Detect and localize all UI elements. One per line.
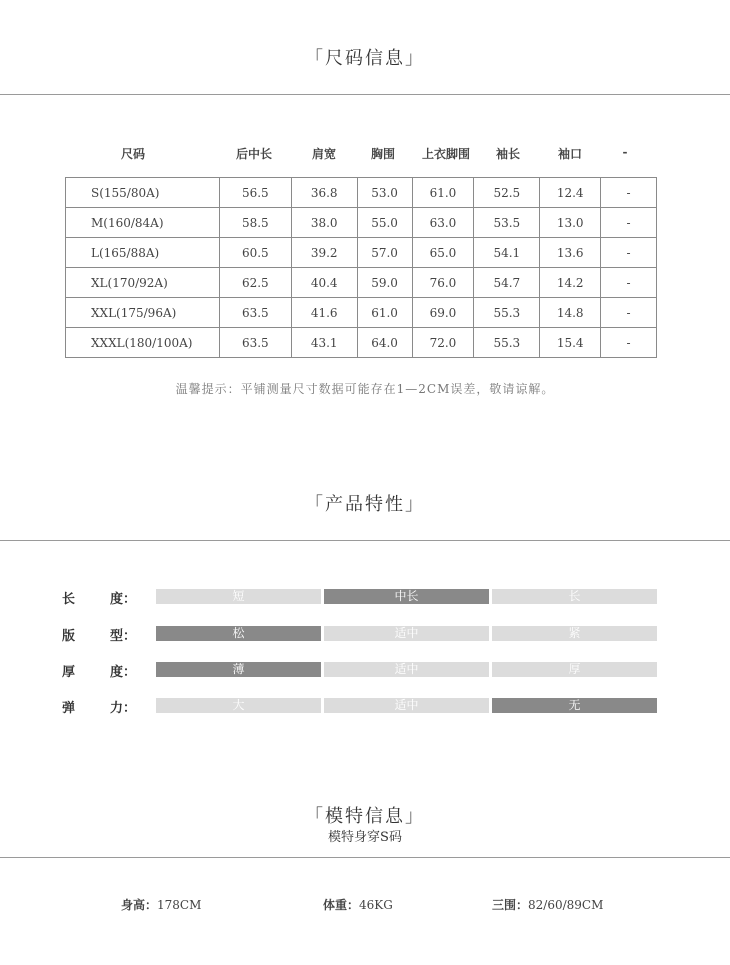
- header-chest: 胸围: [370, 147, 396, 161]
- model-measurements-value: 82/60/89CM: [528, 898, 604, 912]
- measure-cell: 13.0: [540, 208, 601, 238]
- measure-cell: 64.0: [357, 328, 412, 358]
- measure-cell: 55.3: [474, 328, 540, 358]
- header-hem: 上衣脚围: [421, 147, 471, 161]
- feature-option-bar: 大: [156, 698, 321, 713]
- table-row: [66, 238, 657, 268]
- divider: [0, 857, 730, 858]
- model-measurements: [492, 896, 603, 913]
- model-weight-value: 46KG: [359, 898, 393, 912]
- feature-option-bar: 适中: [324, 662, 489, 677]
- measure-cell: -: [601, 178, 657, 208]
- size-cell: S(155/80A): [66, 178, 220, 208]
- measure-cell: 41.6: [291, 298, 357, 328]
- measure-cell: 53.5: [474, 208, 540, 238]
- feature-option-bar: 紧: [492, 626, 657, 641]
- measure-cell: 12.4: [540, 178, 601, 208]
- size-cell: XXL(175/96A): [66, 298, 220, 328]
- table-row: [66, 268, 657, 298]
- feature-option-bar: 长: [492, 589, 657, 604]
- table-row: [66, 208, 657, 238]
- feature-label-char: 型：: [110, 629, 137, 644]
- size-table: [65, 177, 657, 358]
- feature-option-bar: 适中: [324, 698, 489, 713]
- header-size: 尺码: [120, 147, 146, 161]
- measure-cell: 60.5: [219, 238, 291, 268]
- model-height: [121, 896, 201, 913]
- divider: [0, 540, 730, 541]
- model-weight: [323, 896, 393, 913]
- model-subtitle: 模特身穿S码: [328, 830, 402, 845]
- measure-cell: 55.0: [357, 208, 412, 238]
- measure-cell: -: [601, 208, 657, 238]
- table-row: [66, 178, 657, 208]
- size-cell: XL(170/92A): [66, 268, 220, 298]
- measure-cell: 39.2: [291, 238, 357, 268]
- feature-label-char: 厚: [62, 665, 76, 680]
- model-height-value: 178CM: [157, 898, 202, 912]
- measure-cell: 40.4: [291, 268, 357, 298]
- feature-row: [0, 626, 730, 642]
- model-section-title: 「模特信息」: [305, 806, 425, 827]
- measure-cell: 13.6: [540, 238, 601, 268]
- measure-cell: 38.0: [291, 208, 357, 238]
- size-cell: XXXL(180/100A): [66, 328, 220, 358]
- measure-cell: 36.8: [291, 178, 357, 208]
- header-blank: -: [622, 145, 628, 159]
- measure-cell: 57.0: [357, 238, 412, 268]
- measure-cell: 14.8: [540, 298, 601, 328]
- measure-cell: 65.0: [412, 238, 474, 268]
- header-cuff: 袖口: [557, 147, 583, 161]
- measure-cell: 72.0: [412, 328, 474, 358]
- measure-cell: 43.1: [291, 328, 357, 358]
- feature-section-title: 「产品特性」: [305, 494, 425, 515]
- model-height-label: 身高：: [121, 898, 158, 912]
- feature-label-char: 力：: [110, 701, 137, 716]
- feature-option-bar: 厚: [492, 662, 657, 677]
- header-back-length: 后中长: [235, 147, 273, 161]
- header-sleeve-length: 袖长: [495, 147, 521, 161]
- feature-option-bar: 无: [492, 698, 657, 713]
- measure-cell: 59.0: [357, 268, 412, 298]
- size-table-header: [0, 145, 730, 163]
- model-weight-label: 体重：: [323, 898, 360, 912]
- measure-cell: 69.0: [412, 298, 474, 328]
- table-row: [66, 328, 657, 358]
- divider: [0, 94, 730, 95]
- feature-row: [0, 662, 730, 678]
- measure-cell: 63.5: [219, 328, 291, 358]
- size-cell: L(165/88A): [66, 238, 220, 268]
- measure-cell: 52.5: [474, 178, 540, 208]
- feature-option-bar: 松: [156, 626, 321, 641]
- measure-cell: 53.0: [357, 178, 412, 208]
- table-row: [66, 298, 657, 328]
- feature-row: [0, 589, 730, 605]
- feature-label-char: 长: [62, 592, 76, 607]
- measure-cell: 15.4: [540, 328, 601, 358]
- measure-cell: 56.5: [219, 178, 291, 208]
- feature-option-bar: 适中: [324, 626, 489, 641]
- feature-option-bar: 中长: [324, 589, 489, 604]
- measure-cell: 63.0: [412, 208, 474, 238]
- measure-cell: -: [601, 328, 657, 358]
- feature-label-char: 度：: [110, 592, 137, 607]
- size-cell: M(160/84A): [66, 208, 220, 238]
- feature-option-bar: 短: [156, 589, 321, 604]
- measure-cell: 61.0: [412, 178, 474, 208]
- model-measurements-label: 三围：: [492, 898, 529, 912]
- measure-cell: 54.7: [474, 268, 540, 298]
- measure-cell: 55.3: [474, 298, 540, 328]
- measure-cell: -: [601, 268, 657, 298]
- measure-cell: 76.0: [412, 268, 474, 298]
- header-shoulder: 肩宽: [311, 147, 337, 161]
- measure-cell: 14.2: [540, 268, 601, 298]
- measure-cell: 54.1: [474, 238, 540, 268]
- measure-cell: 62.5: [219, 268, 291, 298]
- measure-cell: -: [601, 238, 657, 268]
- measure-cell: 63.5: [219, 298, 291, 328]
- measure-cell: 58.5: [219, 208, 291, 238]
- measure-cell: -: [601, 298, 657, 328]
- size-section-title: 「尺码信息」: [305, 48, 425, 69]
- feature-label-char: 弹: [62, 701, 76, 716]
- size-tip: 温馨提示：平铺测量尺寸数据可能存在1—2CM误差，敬请谅解。: [175, 382, 555, 396]
- measure-cell: 61.0: [357, 298, 412, 328]
- feature-label-char: 版: [62, 629, 76, 644]
- feature-option-bar: 薄: [156, 662, 321, 677]
- feature-label-char: 度：: [110, 665, 137, 680]
- feature-row: [0, 698, 730, 714]
